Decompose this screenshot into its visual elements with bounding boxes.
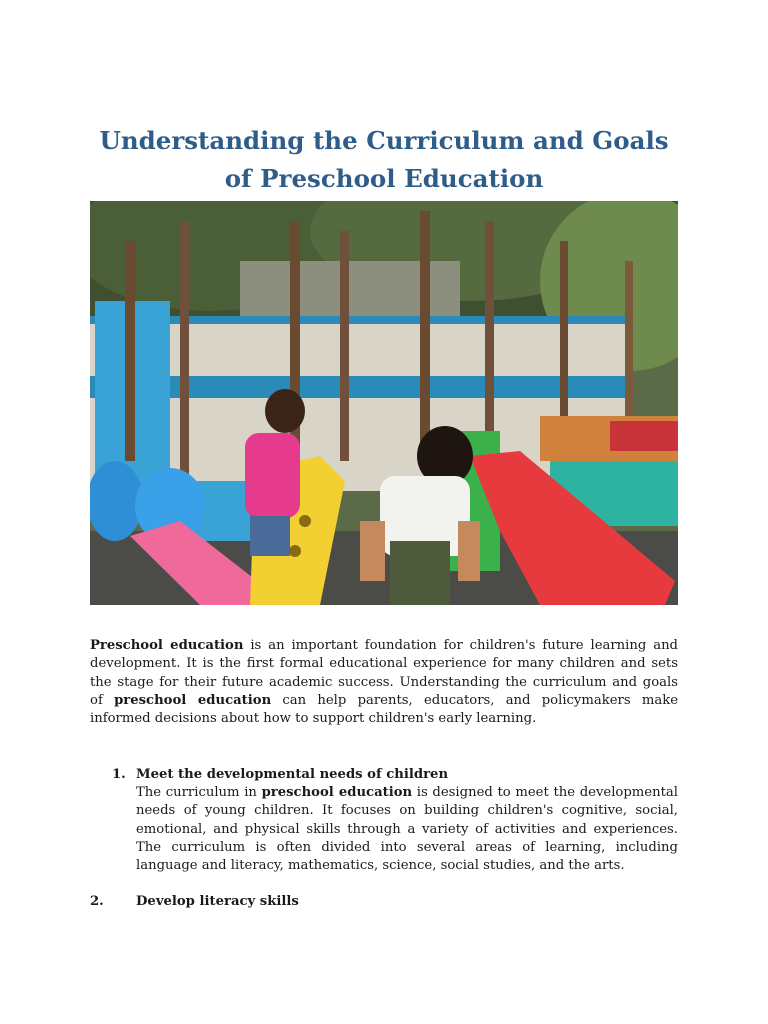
document-title: Understanding the Curriculum and Goals of Preschool Education — [99, 126, 669, 193]
playground-illustration — [90, 201, 678, 605]
list-number: 1. — [112, 767, 126, 782]
intro-bold-term-2: preschool education — [114, 692, 272, 708]
list-text-part-1: The curriculum in — [136, 785, 262, 800]
intro-paragraph — [90, 637, 678, 728]
intro-text-part-2: can help parents, educators, and policymakers make informed decisions about how to support children's early learning. — [90, 692, 679, 727]
list-body-text — [136, 784, 678, 875]
list-text-part-2: is designed to meet the developmental needs of young children. It focuses on building children's cognitive, social, emotional, and physical skills through a variety of activities and experiences. The curriculum is often divided into several areas of learning, including language and literacy, mathematics, science, social studies, and the arts. — [136, 785, 678, 874]
intro-text-part-1: is an important foundation for children's future learning and development. It is the first formal educational experience for many children and sets the stage for their future academic success. Understanding the curriculum and goals of — [90, 638, 678, 708]
list-number: 2. — [90, 894, 104, 909]
list-bold-term: preschool education — [261, 785, 413, 800]
intro-bold-term: Preschool education — [90, 638, 244, 653]
playground-photo — [90, 201, 678, 605]
list-heading: Develop literacy skills — [136, 894, 299, 909]
list-heading: Meet the developmental needs of children — [136, 767, 449, 782]
